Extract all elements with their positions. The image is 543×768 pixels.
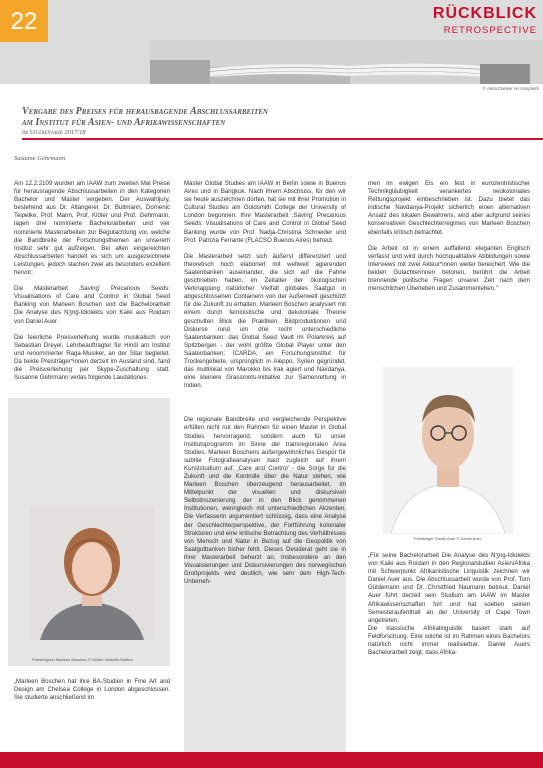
headline-line-3: im Studienjahr 2017/18 [22, 129, 86, 136]
portrait-daniel-auer [383, 367, 513, 534]
footer-bar [0, 752, 543, 768]
page-number: 22 [0, 0, 48, 42]
column-2 [184, 180, 346, 594]
section-title: RÜCKBLICK [432, 5, 537, 22]
paragraph: men im ewigen Eis ein fest in eurozentristischer Technikgläubigkeit verankertes neokoloniales Rettungsprojekt einbeschrieben ist. Dazu bietet das indische Navdanya-Projekt sicherlich einen alternativen Ansatz des lokalen Bewahrens, wird aber aufgrund seines konservativen Geschlechterregimes von Marleen Boschen ebenfalls kritisch betrachtet. [368, 180, 530, 236]
paragraph: „Für seine Bachelorarbeit Die Analyse des Nʒng-Idiolekts von Kaiki aus Roidam in den Regionalstudien Asien/Afrika mit Schwerpunkt Afrikanistische Linguistik zeichnen wir Daniel Auer aus. Die Abschlussarbeit wurde von Prof. Tom Güldemann und Dr. Christfried Naumann betreut. Daniel Auer führt derzeit sein Studium am IAAW im Master Afrikawissenschaften fort und hat soeben seinen Semesteraufenthalt an der University of Cape Town angetreten. [368, 552, 530, 624]
article-author: Susanne Gehrmann [14, 155, 66, 162]
paragraph: „Marleen Boschen hat ihre BA-Studien in Fine Art and Design am Chelsea College in London abgeschlossen. Sie studierte anschließend im [14, 678, 170, 702]
section-subtitle: RETROSPECTIVE [443, 25, 537, 36]
photo-credit: © Alina Danker on Unsplash [482, 86, 539, 91]
paragraph: Am 12.2.2109 wurden am IAAW zum zweiten Mal Preise für herausragende Abschlussarbeiten in den Kategorien Bachelor und Master vergeben. Der Auswahljury, bestehend aus Dr. Altangerel, Dr. Bultmann, Domenic Teipelke, Prof. Mann, Prof. Klöter und Prof. Gehrmann, lagen drei nominierte Bachelorarbeiten und vier nominierte Masterarbeiten zur Begutachtung vor, welche die Bandbreite der Forschungsthemen an unserem Institut sehr gut aufzeigen. Bei allen eingereichten Abschlussarbeiten handelt es sich um ausgezeichnete Leistungen, jedoch stachen zwei als besonders exzellent hervor: [14, 180, 170, 277]
column-3 [368, 180, 530, 301]
paragraph: Die klassische Afrikalinguistik basiert stark auf Feldforschung. Eine solche ist im Rahmen eines Bachelors natürlich nicht immer realisierbar. Daniel Auers Bachelorarbeit zeigt, dass Afrika- [368, 624, 530, 657]
headline-line-2: am Institut für Asien- und Afrikawissenschaften [22, 117, 226, 128]
header-banner [0, 0, 543, 84]
article-headline [22, 106, 352, 136]
column-1-bottom [14, 678, 170, 710]
paragraph: Die Arbeit ist in einem auffallend eleganten Englisch verfasst und wird durch hochqualitative Abbildungen sowie Interviews mit zwei Akteur*innen weiter bereichert. Wie die beiden Gutachterinnen betonen, berührt die Arbeit brennende politische Fragen unserer Zeit nach dem menschlichen Überleben und Zusammenleben." [368, 244, 530, 293]
column-1 [14, 180, 170, 390]
portrait-marleen-boschen [30, 506, 154, 640]
caption-marleen: Preisträgerin Marleen Boschen © Esther Wakelin-Stotten [32, 657, 133, 662]
paragraph: Die regionale Bandbreite und vergleichende Perspektive erfüllen nicht nur den Rahmen für einen Master in Global Studies hervorragend, sondern auch für unser Institutsprogramm im Sinne der transregionalen Area Studies. Marleen Boschens außergewöhnliches Gespür für subtile Fotografieanalysen baut zugleich auf ihrem Kunststudium auf. ‚Care and Control' - die Sorge für die Zukunft und die Kontrolle über die Natur stehen, wie Marleen Boschen überzeugend herausarbeitet, im Mittelpunkt der visuellen und diskursiven Selbstinszenierung der in den Blick genommenen Institutionen, wenngleich mit unterschiedlichen Akzenten. Die Verfasserin argumentiert schlüssig, dass eine Analyse der Geschlechterperspektive, der Fortführung kolonialer Strukturen und eine kritische Betrachtung des Verhältnisses von Mensch und Natur in Bezug auf die Geopolitik von Saatgutbanken bisher fehlt. Dieses Desiderat geht sie in ihrer Masterarbeit beherzt an. Insbesondere an den Visualisierungen und Diskursivierungen des norwegischen Großprojekts wird deutlich, wie sehr dem High-Tech-Unterneh- [184, 416, 346, 586]
caption-daniel: Preisträger Daniel Auer © Daniel Auer [414, 536, 482, 541]
headline-divider [22, 138, 543, 140]
paragraph: Master Global Studies am IAAW in Berlin sowie in Buenos Aires und in Bangkok. Nach ihrem Abschluss, für den wir sie heute auszeichnen dürfen, hat sie mit ihrer Promotion in Cultural Studies am Goldsmith College der University of London begonnen. Ihre Masterarbeit ‚Saving' Precarious Seeds: Visualisations of Care and Control in Global Seed Banking wurde von Prof. Nadja-Christina Schneider und Prof. Patrizia Ferrante (FLACSO Buenos Aires) betreut. [184, 180, 346, 244]
header-photo-open-book [150, 40, 543, 84]
paragraph: Die Masterarbeit setzt sich äußerst differenziert und theoretisch hoch elaboriert mit weltweit agierenden Saatenbanken auseinander, die sich auf die Fahne geschrieben haben, im Zeitalter der ökologischen Verknappung natürlicher Vielfalt globales Saatgut in abgeschlossenen Containern von der Außenwelt geschützt für die Zukunft zu erhalten. Marleen Boschen analysiert mit einem durch feministische und dekoloniale Theorie geschulten Blick die Praktiken, Bildproduktionen und Diskurse rund um drei recht unterschiedliche Saatenbanken: das Global Seed Vault im Polarkreis auf Spitzbergen - der wohl größte Global Player unter den Saatenbanken; ICARDA, ein Forschungsinstitut für Trockengebiete, ursprünglich in Aleppo, Syrien gegründet, das multilokal von Marokko bis Irak agiert und Navdanya, eine kleinere Grassroots-Initiative zur Samenrettung in Indien. [184, 252, 346, 390]
column-3-bottom [368, 552, 530, 665]
paragraph: Die feierliche Preisverleihung wurde musikalisch von Sebastian Dreyer, Lehrbeauftragter für Hindi am Institut und renommierter Raga-Musiker, an der Sitar begleitet. Da beide Preisträger*innen derzeit im Ausland sind, fand die Preisverleihung per Skype-Zuschaltung statt. Susanne Gehrmann verlas folgende Laudationes: [14, 333, 170, 382]
paragraph: Die Masterarbeit ‚Saving' Precarious Seeds: Visualisations of Care and Control in Global Seed Banking von Marleen Boschen und die Bachelorarbeit Die Analyse des Nʒng-Idiolekts von Kaiki aus Roidam von Daniel Auer. [14, 285, 170, 325]
headline-line-1: Vergabe des Preises für herausragende Abschlussarbeiten [22, 106, 268, 117]
